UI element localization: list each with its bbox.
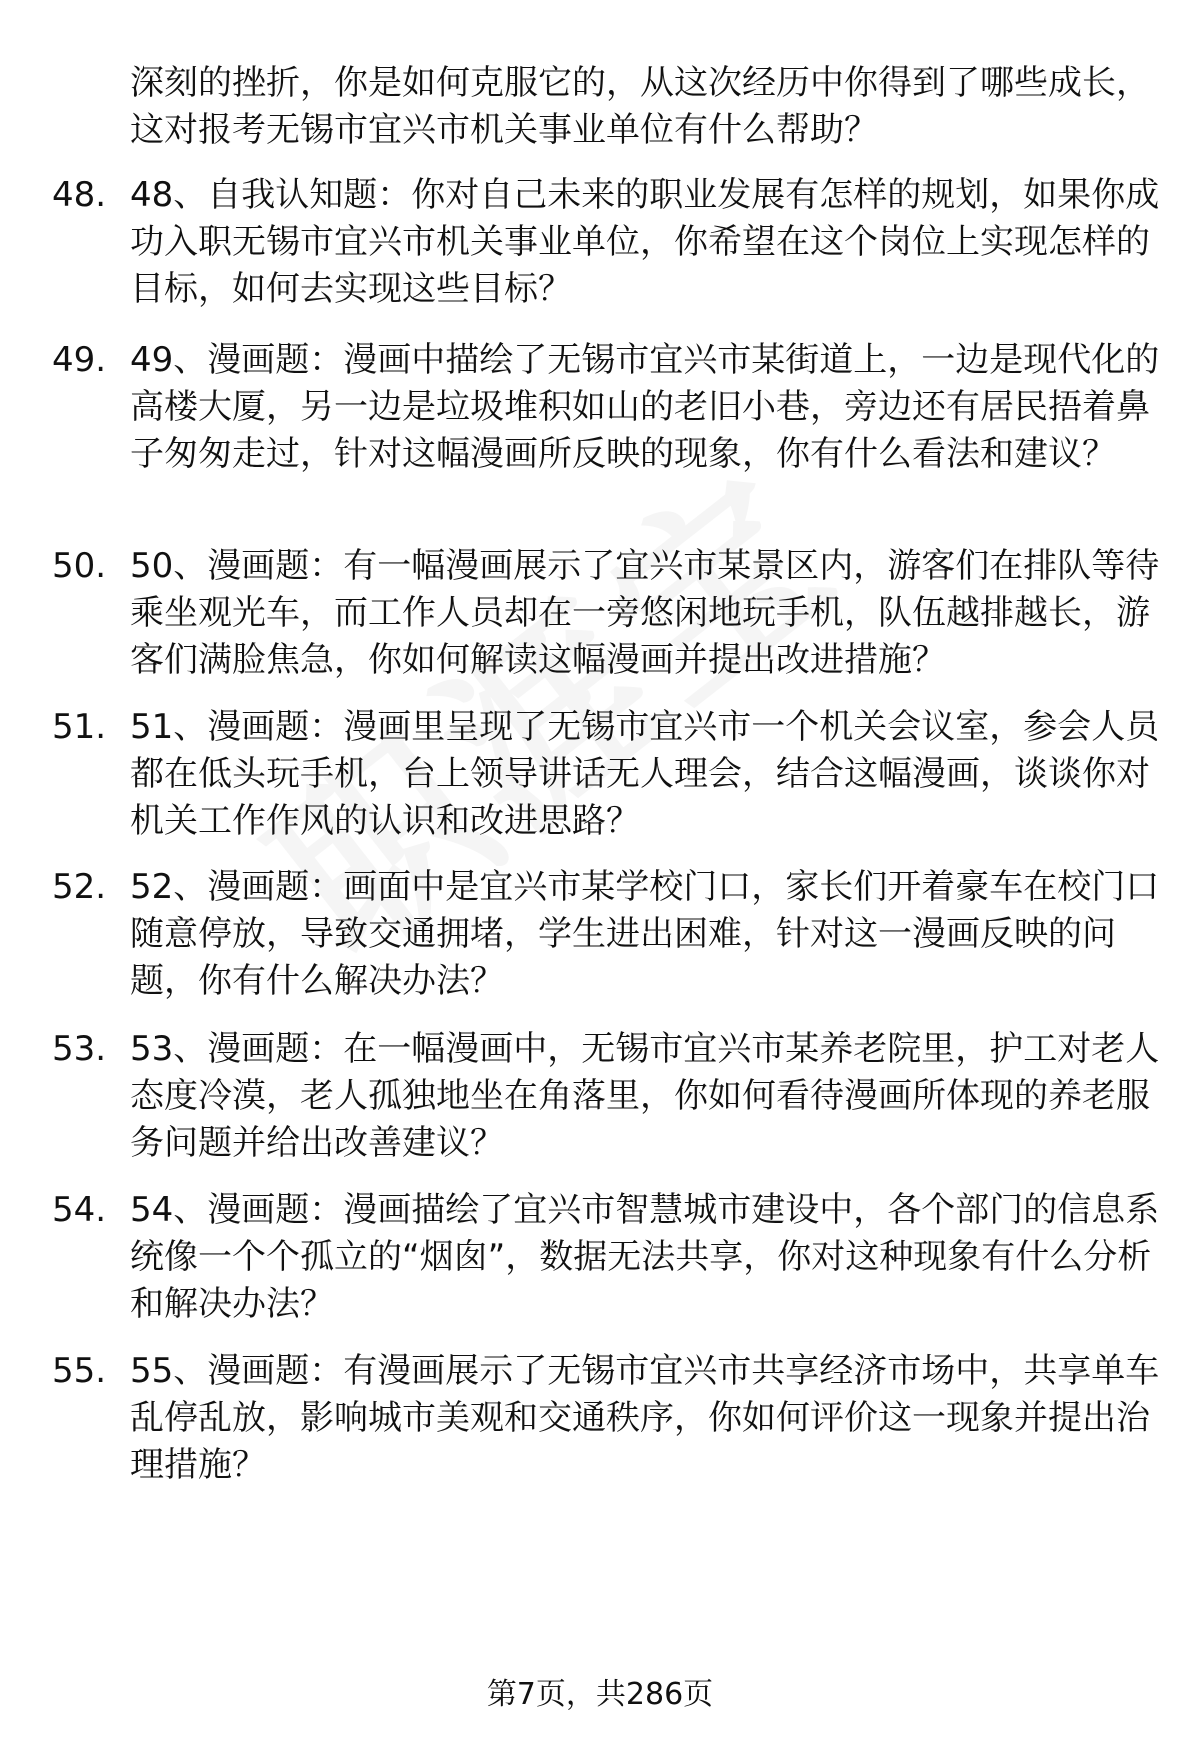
- question-number: 51.: [52, 707, 107, 747]
- question-number: 52.: [52, 867, 107, 907]
- question-number: 48.: [52, 175, 107, 215]
- question-text: 51、漫画题：漫画里呈现了无锡市宜兴市一个机关会议室，参会人员都在低头玩手机，台上领导讲话无人理会，结合这幅漫画，谈谈你对机关工作作风的认识和改进思路？: [130, 707, 1160, 841]
- question-number: 54.: [52, 1190, 107, 1230]
- page-footer: 第7页，共286页: [486, 1677, 714, 1712]
- question-number: 49.: [52, 340, 107, 380]
- question-text: 49、漫画题：漫画中描绘了无锡市宜兴市某街道上，一边是现代化的高楼大厦，另一边是垃圾堆积如山的老旧小巷，旁边还有居民捂着鼻子匆匆走过，针对这幅漫画所反映的现象，你有什么看法和建议？: [130, 340, 1160, 474]
- question-number: 53.: [52, 1029, 107, 1069]
- question-text: 54、漫画题：漫画描绘了宜兴市智慧城市建设中，各个部门的信息系统像一个个孤立的“烟囱”，数据无法共享，你对这种现象有什么分析和解决办法？: [130, 1190, 1160, 1324]
- question-text: 55、漫画题：有漫画展示了无锡市宜兴市共享经济市场中，共享单车乱停乱放，影响城市美观和交通秩序，你如何评价这一现象并提出治理措施？: [130, 1351, 1160, 1485]
- question-text: 52、漫画题：画面中是宜兴市某学校门口，家长们开着豪车在校门口随意停放，导致交通拥堵，学生进出困难，针对这一漫画反映的问题，你有什么解决办法？: [130, 867, 1160, 1001]
- continued-question-text: 深刻的挫折，你是如何克服它的，从这次经历中你得到了哪些成长，这对报考无锡市宜兴市机关事业单位有什么帮助？: [130, 63, 1150, 150]
- question-text: 53、漫画题：在一幅漫画中，无锡市宜兴市某养老院里，护工对老人态度冷漠，老人孤独地坐在角落里，你如何看待漫画所体现的养老服务问题并给出改善建议？: [130, 1029, 1160, 1163]
- question-text: 50、漫画题：有一幅漫画展示了宜兴市某景区内，游客们在排队等待乘坐观光车，而工作人员却在一旁悠闲地玩手机，队伍越排越长，游客们满脸焦急，你如何解读这幅漫画并提出改进措施？: [130, 546, 1160, 680]
- question-number: 50.: [52, 546, 107, 586]
- question-text: 48、自我认知题：你对自己未来的职业发展有怎样的规划，如果你成功入职无锡市宜兴市机关事业单位，你希望在这个岗位上实现怎样的目标，如何去实现这些目标？: [130, 175, 1160, 309]
- question-number: 55.: [52, 1351, 107, 1391]
